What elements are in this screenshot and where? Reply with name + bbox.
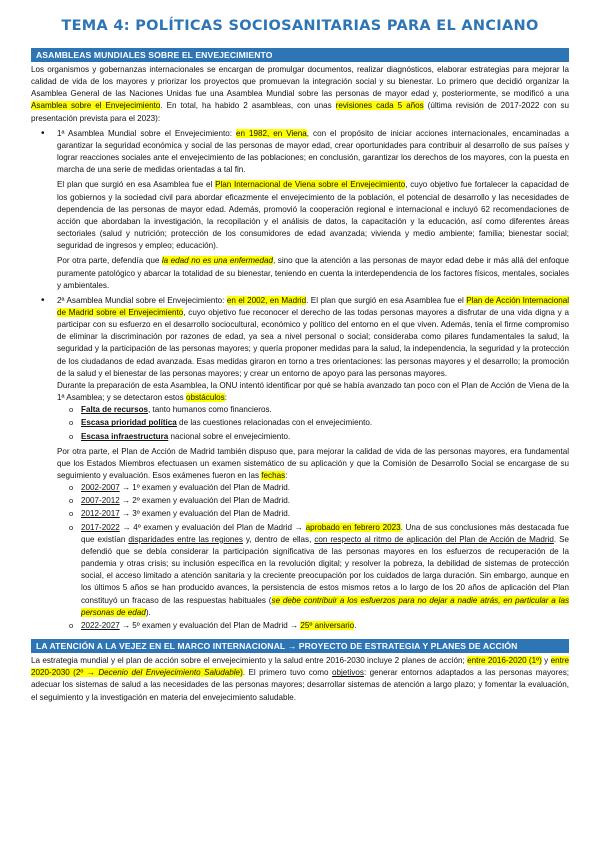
list-item: o 2022-2027 → 5º examen y evaluación del Plan de Madrid → 25º aniversario. <box>81 620 569 632</box>
list-item: o 2002-2007 → 1º examen y evaluación del Plan de Madrid. <box>81 482 569 494</box>
list-item: o Escasa infraestructura nacional sobre el envejecimiento. <box>81 431 569 443</box>
intro-paragraph: Los organismos y gobernanzas internacionales se encargan de promulgar documentos, realizar diagnósticos, elaborar estrategias para mejorar la calidad de vida de los mayores y priorizar los proyectos que promuevan la integración social y su bienestar. Lo primero que decidió organizar la Asamblea General de las Naciones Unidas fue una Asamblea Mundial sobre las personas de mayor edad y, posteriormente, se modificó a una Asamblea sobre el Envejecimiento. En total, ha habido 2 asambleas, con unas revisiones cada 5 años (última revisión de 2017-2022 con su presentación prevista para el 2023): <box>31 65 569 123</box>
list-item-asamblea-2: • 2ª Asamblea Mundial sobre el Envejecimiento: en el 2002, en Madrid. El plan que surgió en esa Asamblea fue el Plan de Acción Internacional de Madrid sobre el Envejecimiento, cuyo objetivo fue reconocer el derecho de las todas personas mayores a disfrutar de una vida digna y a participar con su esfuerzo en el desarrollo sociocultural, económico y político del entorno en el que viven. Además, tenía el firme compromiso de eliminar la discriminación por razones de edad, ya sea a nivel personal o social; consideraba como pilares fundamentales la salud, la seguridad y la participación de las personas mayores; y quería proponer medidas para la salud, la independencia, la seguridad y la protección de los ciudadanos de edad avanzada. Esas medidas giraron en torno a tres orientaciones: las personas mayores y el desarrollo; la promoción de la salud y el bienestar de las personas mayores; y crear un entorno de apoyo para las personas mayores. Durante la preparación de esta Asamblea, la ONU intentó identificar por qué se había avanzado tan poco con el Plan de Acción de Viena de la 1ª Asamblea; y se detectaron estos obstáculos: o Falta de recursos, tanto humanos como financieros. o Escasa prioridad política de las cuestiones relacionadas con el envejecimiento. o Escasa infraestructura nacional sobre el envejecimiento. Por otra parte, el Plan de Acción de Madrid también dispuso que, para mejorar la calidad de vida de las personas mayores, era fundamental que los Estados Miembros efectuasen un examen sistemático de su aplicación y que la Comisión de Desarrollo Social se encargase de su seguimiento y evaluación. Esos exámenes fueron en las fechas: o 2002-2007 → 1º examen y evaluación del Plan de Madrid. o 2007-2012 → 2º examen y evaluación del Plan de Madrid. o 2012-2017 → 3º examen y evaluación del Plan de Madrid. o 2017-2022 → 4º examen y evaluación del Plan de Madrid → aprobado en febrero 2023. Una de sus conclusiones más destacada fue que existían disparidades entre las regiones y, dentro de ellas, con respecto al ritmo de aplicación del Plan de Acción de Madrid. Se defendió que se debía considerar la participación significativa de las personas mayores en los esfuerzos de recuperación de la pandemia y otras crisis; su inclusión específica en la revolución digital; y resolver la pobreza, la debilidad de sistemas de protección social, el acceso limitado a atención sanitaria y la creciente preocupación por los cuidados de larga duración. Sin embargo, aunque en los últimos 5 años se han producido avances, la persistencia de estos mismos retos a lo largo de los 20 años de aplicación del Plan constituyó un fracaso de las respuestas habituales (se debe contribuir a los esfuerzos para no dejar a nadie atrás, en particular a las personas de edad). o 2022-2027 → 5º examen y evaluación del Plan de Madrid → 25º aniversario. <box>57 295 569 632</box>
list-item-asamblea-1: • 1ª Asamblea Mundial sobre el Envejecimiento: en 1982, en Viena, con el propósito de iniciar acciones internacionales, encaminadas a garantizar la seguridad económica y social de las personas de mayor edad, crear oportunidades para contribuir al desarrollo de sus países y lograr reacciones sociales ante el envejecimiento de las poblaciones; en conclusión, garantizar los derechos de los mayores, con la puesta en marcha de una serie de medidas orientadas a tal fin. El plan que surgió en esa Asamblea fue el Plan Internacional de Viena sobre el Envejecimiento, cuyo objetivo fue fortalecer la capacidad de los gobiernos y la sociedad civil para abordar eficazmente el envejecimiento de la población, el potencial de desarrollo y las necesidades de dependencia de las personas de mayor edad. Además, promovió la cooperación regional e internacional e incluyó 62 recomendaciones de acción que abordaban la investigación, la recopilación y el análisis de datos, la capacitación y la educación, así como diferentes áreas sectoriales (salud y nutrición; protección de los consumidores de edad avanzada; vivienda y medio ambiente; familia; bienestar social; seguridad de ingresos y empleo; educación). Por otra parte, defendía que la edad no es una enfermedad, sino que la atención a las personas de mayor edad debe ir más allá del enfoque puramente patológico y abarcar la totalidad de su bienestar, teniendo en cuenta la interdependencia de los factores físicos, mentales, sociales y ambientales. <box>57 128 569 295</box>
list-item: o 2017-2022 → 4º examen y evaluación del Plan de Madrid → aprobado en febrero 2023. Una de sus conclusiones más destacada fue que existían disparidades entre las regiones y, dentro de ellas, con respecto al ritmo de aplicación del Plan de Acción de Madrid. Se defendió que se debía considerar la participación significativa de las personas mayores en los esfuerzos de recuperación de la pandemia y otras crisis; su inclusión específica en la revolución digital; y resolver la pobreza, la debilidad de sistemas de protección social, el acceso limitado a atención sanitaria y la creciente preocupación por los cuidados de larga duración. Sin embargo, aunque en los últimos 5 años se han producido avances, la persistencia de estos mismos retos a lo largo de los 20 años de aplicación del Plan constituyó un fracaso de las respuestas habituales (se debe contribuir a los esfuerzos para no dejar a nadie atrás, en particular a las personas de edad). <box>81 522 569 619</box>
obstacles-list <box>57 404 569 442</box>
asambleas-list <box>31 128 569 632</box>
list-item: o 2012-2017 → 3º examen y evaluación del Plan de Madrid. <box>81 508 569 520</box>
list-item: o Escasa prioridad política de las cuestiones relacionadas con el envejecimiento. <box>81 417 569 429</box>
list-item: o Falta de recursos, tanto humanos como financieros. <box>81 404 569 416</box>
exams-list <box>57 482 569 632</box>
page-title: TEMA 4: POLÍTICAS SOCIOSANITARIAS PARA EL ANCIANO <box>61 18 539 34</box>
list-item: o 2007-2012 → 2º examen y evaluación del Plan de Madrid. <box>81 495 569 507</box>
estrategia-paragraph: La estrategia mundial y el plan de acción sobre el envejecimiento y la salud entre 2016-2030 incluye 2 planes de acción; entre 2016-2020 (1º) y entre 2020-2030 (2º → Decenio del Envejecimiento Saludable). El primero tuvo como objetivos: generar entornos adaptados a las personas mayores; adecuar los sistemas de salud a las necesidades de las personas mayores; desarrollar sistemas de atención a largo plazo; y fomentar la evaluación, el seguimiento y la investigación en materia del envejecimiento saludable. <box>31 656 570 702</box>
section-header-atencion: LA ATENCIÓN A LA VEJEZ EN EL MARCO INTERNACIONAL → PROYECTO DE ESTRATEGIA Y PLANES DE ACCIÓN <box>31 639 569 653</box>
section-header-asambleas: ASAMBLEAS MUNDIALES SOBRE EL ENVEJECIMIENTO <box>31 48 569 62</box>
